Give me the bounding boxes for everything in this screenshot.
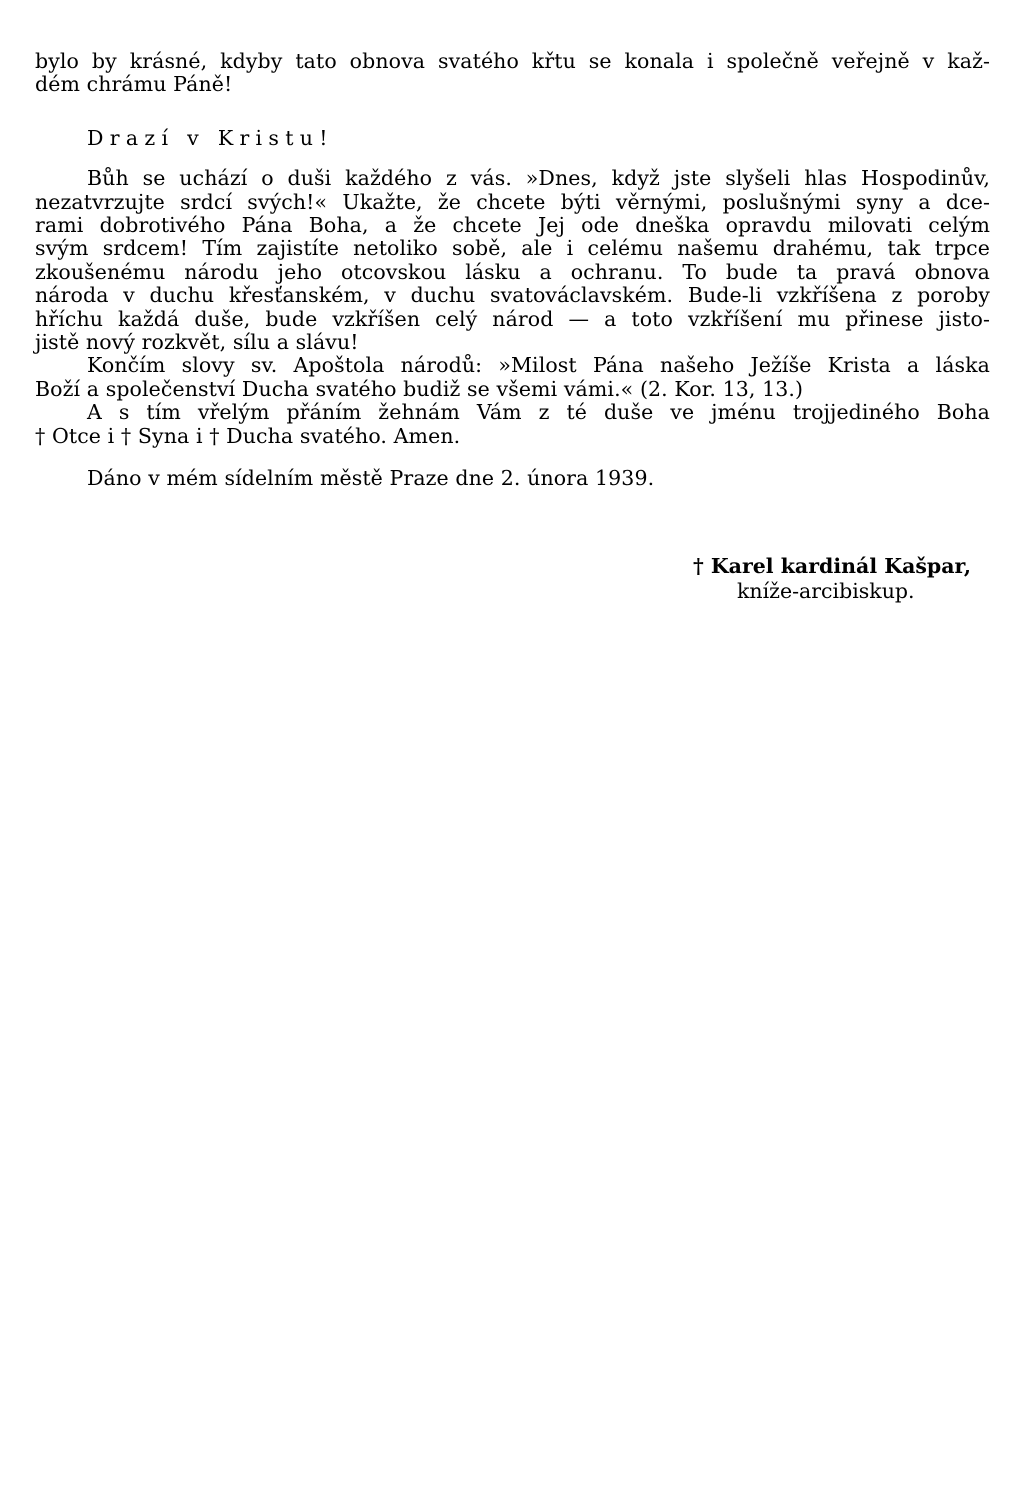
body-paragraph-2 [35,354,990,401]
text-line: jistě nový rozkvět, sílu a slávu! [35,330,359,355]
text-line: rami dobrotivého Pána Boha, a že chcete Jej ode dneška opravdu milovati celým [35,213,990,238]
document-page [35,50,990,491]
dated-paragraph [35,467,990,490]
text-line: A s tím vřelým přáním žehnám Vám z té duše ve jménu trojjediného Boha [87,400,990,425]
intro-paragraph [35,50,990,97]
date-line: Dáno v mém sídelním městě Praze dne 2. února 1939. [87,466,655,491]
signature-title: kníže-arcibiskup. [737,579,915,603]
body-paragraph-1 [35,167,990,354]
text-line: Boží a společenství Ducha svatého budiž se všemi vámi.« (2. Kor. 13, 13.) [35,376,804,401]
body-paragraph-3 [35,401,990,448]
text-line: svým srdcem! Tím zajistíte netoliko sobě, ale i celému našemu drahému, tak trpce [35,236,990,261]
signature-block [693,554,991,604]
text-line: Končím slovy sv. Apoštola národů: »Milost Pána našeho Ježíše Krista a láska [87,353,990,378]
salutation: Drazí v Kristu! [87,125,334,150]
text-line: bylo by krásné, kdyby tato obnova svatého křtu se konala i společně veřejně v kaž- [35,49,990,73]
text-line: nezatvrzujte srdcí svých!« Ukažte, že chcete býti věrnými, poslušnými syny a dce- [35,189,990,214]
text-line: dém chrámu Páně! [35,72,233,97]
text-line: † Otce i † Syna i † Ducha svatého. Amen. [35,423,461,448]
signature-name: † Karel kardinál Kašpar, [693,554,971,578]
text-line: zkoušenému národu jeho otcovskou lásku a ochranu. To bude ta pravá obnova [35,259,990,284]
text-line: hříchu každá duše, bude vzkříšen celý národ — a toto vzkříšení mu přinese jisto- [35,306,990,331]
text-line: Bůh se uchází o duši každého z vás. »Dnes, když jste slyšeli hlas Hospodinův, [87,166,990,191]
text-line: národa v duchu křesťanském, v duchu svatováclavském. Bude-li vzkříšena z poroby [35,283,990,308]
